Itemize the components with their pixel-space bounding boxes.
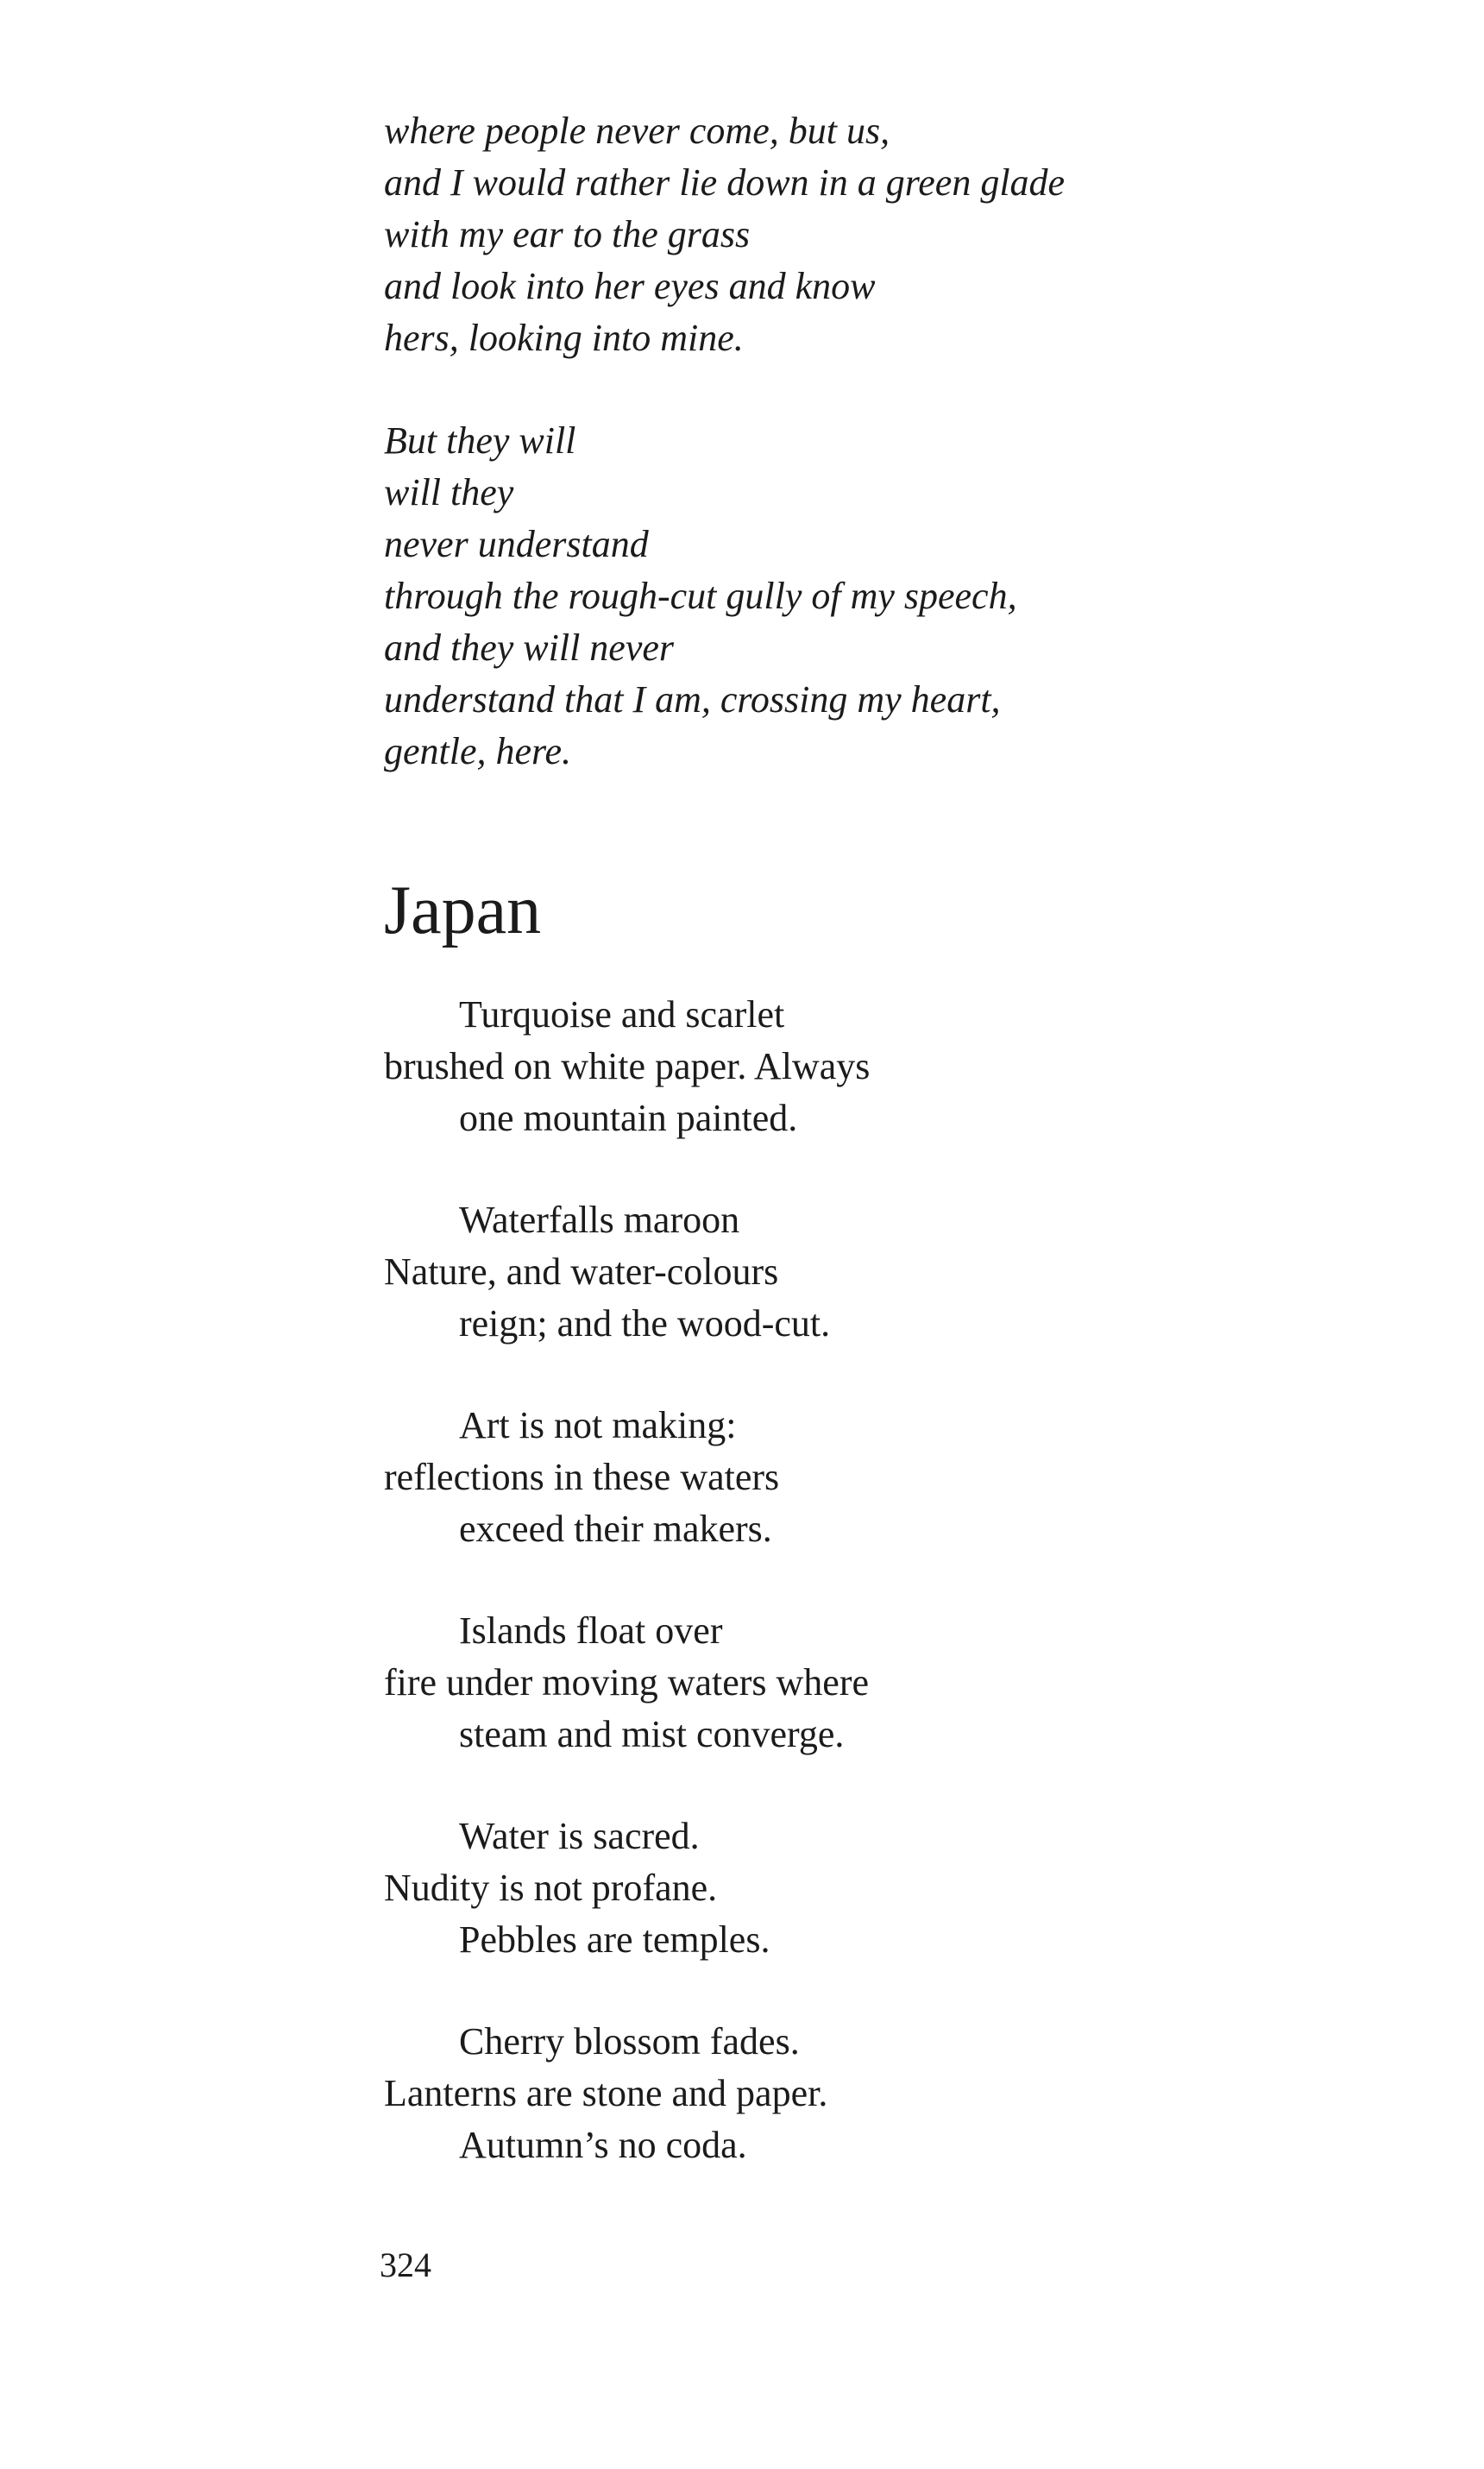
poem-line: through the rough-cut gully of my speech, [384,575,1017,617]
haiku-line: reign; and the wood-cut. [459,1302,831,1345]
haiku-line: Art is not making: [459,1404,737,1446]
haiku-line: Turquoise and scarlet [459,993,785,1036]
haiku-line: brushed on white paper. Always [384,1045,871,1087]
haiku-line: steam and mist converge. [459,1713,845,1755]
haiku-stanza [384,2016,1376,2171]
previous-poem-stanza-1 [384,105,1376,364]
page-number: 324 [380,2245,431,2284]
haiku-line: Water is sacred. [459,1815,700,1857]
poem-line: hers, looking into mine. [384,317,744,359]
haiku-stanza [384,1811,1376,1966]
haiku-line: Autumn’s no coda. [459,2124,747,2166]
haiku-line: Islands float over [459,1609,723,1652]
haiku-stanza [384,1194,1376,1350]
haiku-line: exceed their makers. [459,1508,772,1550]
poem-line: and look into her eyes and know [384,265,876,307]
poem-line: and they will never [384,627,675,669]
haiku-line: Lanterns are stone and paper. [384,2072,828,2114]
haiku-line: Waterfalls maroon [459,1199,740,1241]
poem-line: with my ear to the grass [384,213,751,255]
haiku-line: fire under moving waters where [384,1661,870,1704]
haiku-line: reflections in these waters [384,1456,780,1498]
haiku-line: Nudity is not profane. [384,1867,718,1909]
haiku-stanza [384,1400,1376,1555]
poem-line: gentle, here. [384,730,572,772]
haiku-line: one mountain painted. [459,1097,798,1139]
haiku-line: Cherry blossom fades. [459,2020,800,2063]
poem-line: never understand [384,523,649,565]
poem-title: Japan [384,872,542,948]
haiku-stanza [384,989,1376,1144]
previous-poem-stanza-2 [384,415,1376,778]
poem-line: will they [384,471,514,513]
poem-line: where people never come, but us, [384,110,890,152]
poem-line: But they will [384,419,576,462]
haiku-line: Nature, and water-colours [384,1250,779,1293]
poem-line: and I would rather lie down in a green glade [384,161,1066,204]
haiku-line: Pebbles are temples. [459,1918,770,1961]
haiku-stanza [384,1605,1376,1760]
poem-line: understand that I am, crossing my heart, [384,678,1001,721]
